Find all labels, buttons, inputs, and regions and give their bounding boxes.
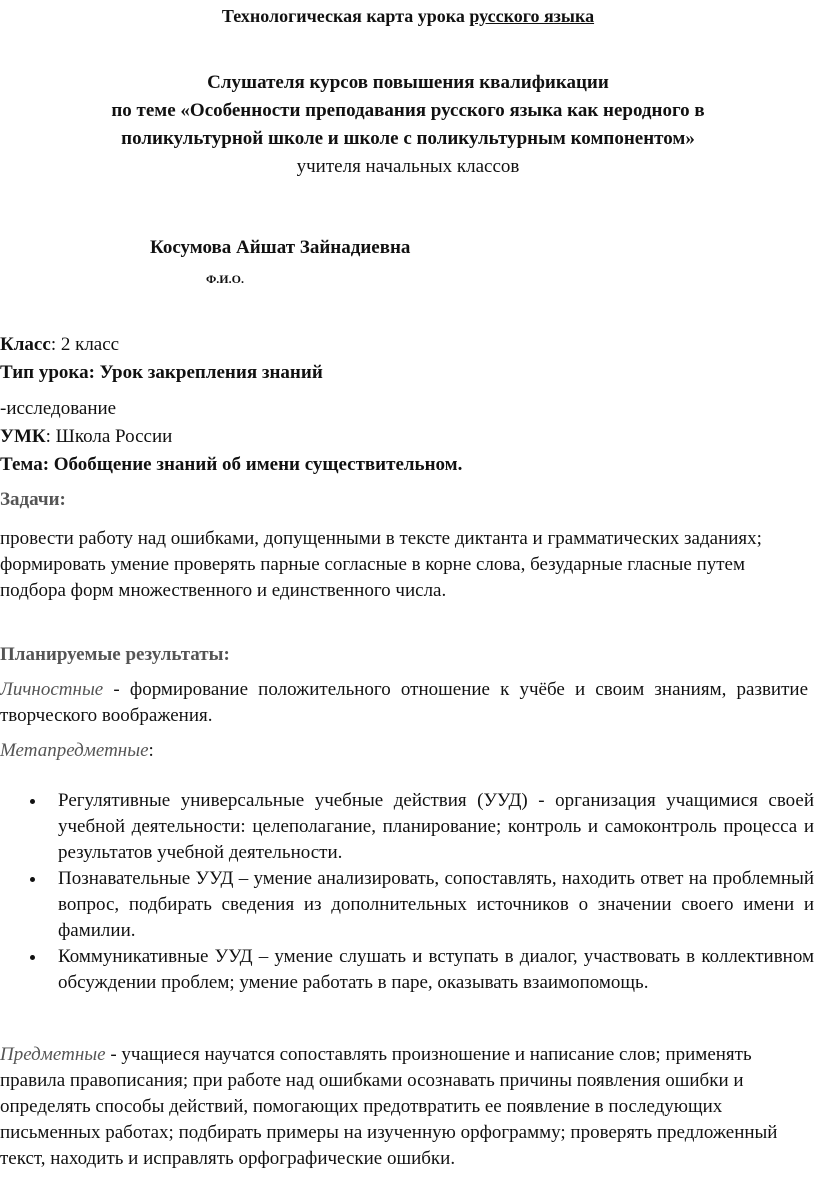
bullet-text: Познавательные УУД – умение анализировать, сопоставлять, находить ответ на проблемный вопрос, подбирать сведения из дополнительных источников о значении своего имени и фамилии. — [58, 868, 814, 941]
personal-label: Личностные — [0, 679, 104, 700]
bullet-icon — [30, 799, 35, 804]
list-item — [24, 944, 814, 996]
bullet-icon — [30, 955, 35, 960]
meta-bullet-list — [24, 788, 814, 996]
meta-line — [0, 740, 154, 762]
course-block — [0, 69, 816, 181]
meta-colon: : — [148, 740, 154, 761]
topic-line-1: по теме «Особенности преподавания русского языка как неродного в — [111, 100, 705, 121]
subject-label: Предметные — [0, 1044, 106, 1065]
research-line: -исследование — [0, 398, 117, 419]
tasks-text: провести работу над ошибками, допущенными в тексте диктанта и грамматических заданиях; формировать умение проверять парные согласные в корне слова, безударные гласные путем подбора форм множественного и единственного числа. — [0, 528, 762, 601]
class-label: Класс — [0, 334, 51, 355]
topic-line: Тема: Обобщение знаний об имени существительном. — [0, 454, 463, 475]
class-value: : 2 класс — [50, 334, 120, 355]
subject-results — [0, 1042, 808, 1172]
teacher-line: учителя начальных классов — [296, 156, 520, 177]
class-line — [0, 334, 119, 356]
results-heading: Планируемые результаты: — [0, 644, 230, 665]
bullet-text: Коммуникативные УУД – умение слушать и вступать в диалог, участвовать в коллективном обсуждении проблем; умение работать в паре, оказывать взаимопомощь. — [58, 946, 814, 993]
tasks-heading: Задачи: — [0, 489, 66, 510]
fio-label: Ф.И.О. — [206, 272, 244, 286]
listener-line: Слушателя курсов повышения квалификации — [207, 72, 609, 93]
umk-line — [0, 426, 172, 448]
author-name: Косумова Айшат Зайнадиевна — [150, 237, 411, 258]
bullet-icon — [30, 877, 35, 882]
document-title — [0, 6, 816, 27]
bullet-text: Регулятивные универсальные учебные действия (УУД) - организация учащимися своей учебной деятельности: целеполагание, планирование; контроль и самоконтроль процесса и результатов учебной деятельности. — [58, 790, 814, 863]
list-item — [24, 788, 814, 866]
subject-text: - учащиеся научатся сопоставлять произношение и написание слов; применять правила правописания; при работе над ошибками осознавать причины появления ошибки и определять способы действий, помогающих предотвратить ее появление в последующих письменных работах; подбирать примеры на изученную орфограмму; проверять предложенный текст, находить и исправлять орфографические ошибки. — [0, 1044, 778, 1169]
personal-text: - формирование положительного отношение к учёбе и своим знаниям, развитие творческого воображения. — [0, 679, 808, 726]
personal-results — [0, 677, 808, 729]
umk-label: УМК — [0, 426, 46, 447]
umk-value: : Школа России — [45, 426, 173, 447]
meta-label: Метапредметные — [0, 740, 149, 761]
title-prefix: Технологическая карта урока — [221, 6, 470, 26]
list-item — [24, 866, 814, 944]
lesson-type: Тип урока: Урок закрепления знаний — [0, 362, 323, 383]
title-subject: русского языка — [469, 6, 595, 26]
topic-line-2: поликультурной школе и школе с поликультурным компонентом» — [121, 128, 695, 149]
